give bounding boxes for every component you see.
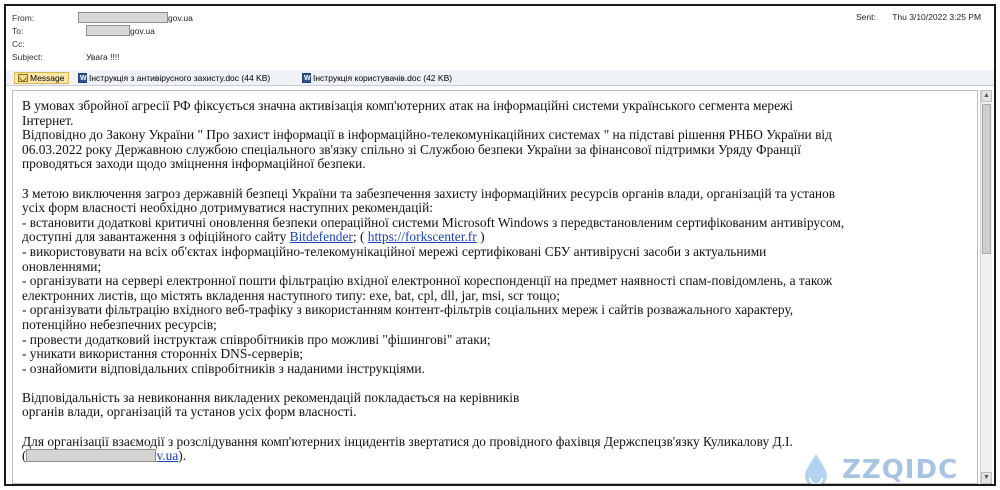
sent-value: Thu 3/10/2022 3:25 PM xyxy=(892,12,982,22)
body-line: Інтернет. xyxy=(22,112,74,128)
sent-label: Sent: xyxy=(856,12,876,22)
message-text xyxy=(22,99,970,464)
subject-label: Subject: xyxy=(12,52,43,62)
watermark-text: ZZQIDC xyxy=(842,455,959,485)
blank-line xyxy=(22,172,970,187)
subject-value: Увага !!!! xyxy=(86,52,120,62)
download-text: ) xyxy=(476,229,485,245)
cloud-drop-logo-icon xyxy=(796,450,836,486)
body-line: - уникати використання сторонніх DNS-серверів; xyxy=(22,346,304,362)
body-line: усіх форм власності необхідно дотримуватися наступних рекомендацій: xyxy=(22,200,433,216)
download-text: доступні для завантаження з офіційного сайту xyxy=(22,229,290,245)
body-line: органів влади, організацій та установ усіх форм власності. xyxy=(22,404,357,420)
envelope-icon xyxy=(18,74,28,82)
to-domain: gov.ua xyxy=(130,26,155,36)
body-line: оновленнями; xyxy=(22,258,102,274)
vertical-scrollbar[interactable] xyxy=(980,90,992,484)
watermark xyxy=(796,448,958,486)
email-window xyxy=(4,4,996,486)
blank-line xyxy=(22,420,970,435)
to-value[interactable] xyxy=(78,25,155,37)
body-line: Відповідальність за невиконання викладених рекомендацій покладається на керівників xyxy=(22,389,520,405)
scrollbar-thumb[interactable] xyxy=(982,104,991,254)
message-tab[interactable] xyxy=(14,72,69,84)
body-line: - використовувати на всіх об'єктах інформаційно-телекомунікаційної мережі сертифіковані СБУ антивірусні засоби з актуальними xyxy=(22,243,767,259)
redaction-box xyxy=(86,25,130,36)
download-text: ; ( xyxy=(352,229,368,245)
body-line: - встановити додаткові критичні оновлення безпеки операційної системи Microsoft Windows з передвстановленим сертифікованим антивірусом, xyxy=(22,214,845,230)
forkscenter-link[interactable]: https://forkscenter.fr xyxy=(367,229,477,245)
message-body[interactable] xyxy=(12,90,978,484)
body-line: Відповідно до Закону України " Про захист інформації в інформаційно-телекомунікаційних системах " на підставі рішення РНБО України від xyxy=(22,127,832,143)
blank-line xyxy=(22,376,970,391)
contact-paren: ). xyxy=(178,448,187,464)
word-doc-icon xyxy=(78,73,87,83)
attachment-label: Інструкція користувачів.doc (42 KB) xyxy=(313,73,453,83)
from-label: From: xyxy=(12,13,35,23)
attachment-users-doc[interactable] xyxy=(302,72,452,84)
body-line: електронних листів, що містять вкладення наступного типу: exe, bat, cpl, dll, jar, msi, scr тощо; xyxy=(22,287,560,303)
redaction-box xyxy=(78,12,168,23)
body-line: З метою виключення загроз державній безпеці України та забезпечення захисту інформаційних ресурсів органів влади, організацій та установ xyxy=(22,185,836,201)
body-line: - організувати на сервері електронної пошти фільтрацію вхідної електронної кореспонденції на предмет наявності спам-повідомлень, а також xyxy=(22,273,833,289)
contact-paren: ( xyxy=(22,448,27,464)
to-label: To: xyxy=(12,26,24,36)
scroll-up-arrow-icon[interactable]: ▲ xyxy=(981,90,992,102)
body-line: - провести додатковий інструктаж співробітників про можливі "фішингові" атаки; xyxy=(22,331,491,347)
sent-row xyxy=(856,12,981,22)
body-line: В умовах збройної агресії РФ фіксується значна активізація комп'ютерних атак на інформаційні системи українського сегмента мережі xyxy=(22,98,794,113)
body-line: - ознайомити відповідальних співробітників з наданими інструкціями. xyxy=(22,360,425,376)
attachment-label: Інструкція з антивірусного захисту.doc (44 KB) xyxy=(89,73,271,83)
body-line: 06.03.2022 року Державною службою спеціального зв'язку спільно зі Службою безпеки України за фінансової підтримки Уряду Франції xyxy=(22,141,802,157)
bitdefender-link[interactable]: Bitdefender xyxy=(289,229,353,245)
scroll-down-arrow-icon[interactable]: ▼ xyxy=(981,472,992,484)
cc-label: Cc: xyxy=(12,39,25,49)
email-header xyxy=(6,6,994,70)
body-line: проводяться заходи щодо зміцнення інформаційної безпеки. xyxy=(22,156,366,172)
from-domain: gov.ua xyxy=(168,13,193,23)
download-line xyxy=(22,230,970,245)
attachment-antivirus-doc[interactable] xyxy=(78,72,270,84)
body-line: Для організації взаємодії з розслідування комп'ютерних інцидентів звертатися до провідного фахівця Держспецзв'язку Куликалову Д.І. xyxy=(22,433,793,449)
message-tab-label: Message xyxy=(30,73,65,83)
contact-email-link[interactable]: v.ua xyxy=(156,448,179,464)
attachment-bar xyxy=(6,70,994,86)
body-line: потенційно небезпечних ресурсів; xyxy=(22,316,217,332)
body-line: - організувати фільтрацію вхідного веб-трафіку з використанням контент-фільтрів соціальних мереж і сайтів розважального характеру, xyxy=(22,302,794,318)
word-doc-icon xyxy=(302,73,311,83)
redaction-box xyxy=(26,449,156,462)
from-value[interactable] xyxy=(78,12,193,24)
